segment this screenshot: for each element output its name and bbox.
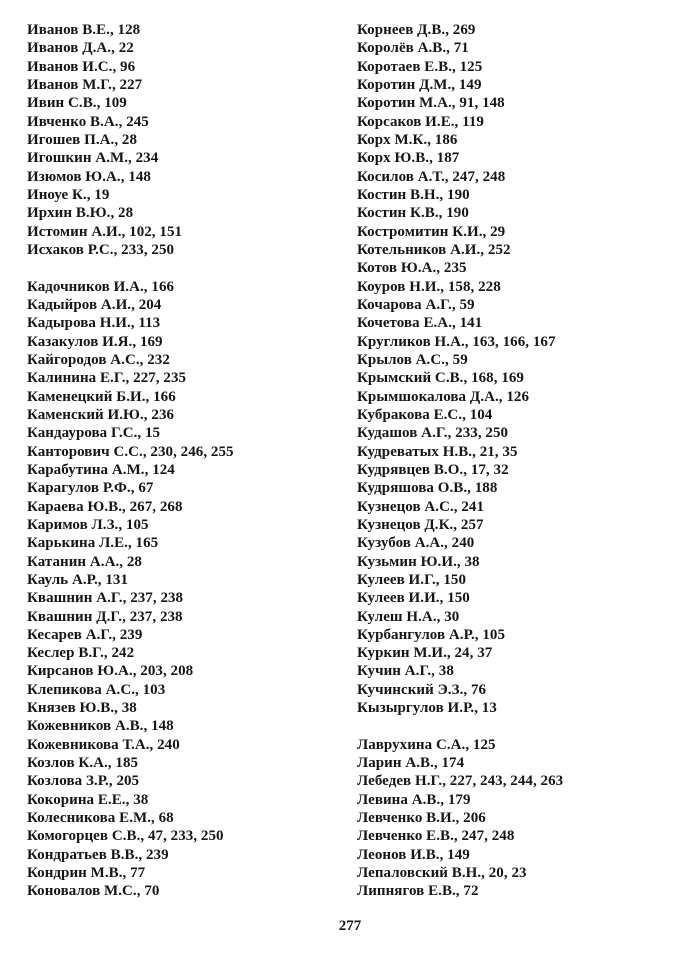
index-entry: Квашнин А.Г., 237, 238 [27, 590, 184, 607]
index-entry: Кожевников А.В., 148 [27, 718, 174, 735]
index-entry: Левченко В.И., 206 [357, 810, 486, 827]
index-entry: Кудряшова О.В., 188 [357, 480, 498, 497]
index-entry: Кудрявцев В.О., 17, 32 [357, 461, 509, 478]
index-entry: Костин К.В., 190 [357, 205, 469, 222]
index-entry: Кадыйров А.И., 204 [27, 296, 162, 313]
index-entry: Кругликов Н.А., 163, 166, 167 [357, 333, 556, 350]
index-entry: Коротин Д.М., 149 [357, 76, 482, 93]
index-entry: Кондратьев В.В., 239 [27, 846, 169, 863]
index-entry: Кесарев А.Г., 239 [27, 626, 143, 643]
index-entry: Кузубов А.А., 240 [357, 535, 475, 552]
index-entry: Изюмов Ю.А., 148 [27, 168, 151, 185]
index-entry: Катанин А.А., 28 [27, 553, 142, 570]
index-entry: Коротин М.А., 91, 148 [357, 95, 505, 112]
index-entry: Корх Ю.В., 187 [357, 150, 460, 167]
index-entry: Иванов И.С., 96 [27, 58, 136, 75]
index-entry: Колесникова Е.М., 68 [27, 810, 174, 827]
index-entry: Костин В.Н., 190 [357, 186, 470, 203]
index-entry: Лаврухина С.А., 125 [357, 736, 496, 753]
index-entry: Кадочников И.А., 166 [27, 278, 175, 295]
index-entry: Игошкин А.М., 234 [27, 150, 159, 167]
index-entry: Ивин С.В., 109 [27, 95, 127, 112]
index-entry: Ивченко В.А., 245 [27, 113, 149, 130]
index-entry: Каримов Л.З., 105 [27, 516, 149, 533]
index-entry: Канторович С.С., 230, 246, 255 [27, 443, 234, 460]
index-entry: Кондрин М.В., 77 [27, 865, 146, 882]
index-entry: Коротаев Е.В., 125 [357, 58, 483, 75]
index-entry: Корнеев Д.В., 269 [357, 22, 476, 38]
index-entry: Каменецкий Б.И., 166 [27, 388, 176, 405]
index-entry: Клепикова А.С., 103 [27, 681, 166, 698]
index-entry: Леонов И.В., 149 [357, 846, 470, 863]
index-entry: Козлов К.А., 185 [27, 755, 139, 772]
index-entry: Кубракова Е.С., 104 [357, 406, 493, 423]
index-column-left [27, 21, 234, 901]
index-entry: Левченко Е.В., 247, 248 [357, 828, 515, 845]
index-entry: Кулеш Н.А., 30 [357, 608, 460, 625]
index-entry: Кызыргулов И.Р., 13 [357, 700, 497, 717]
index-entry: Карабутина А.М., 124 [27, 461, 175, 478]
index-entry: Корх М.К., 186 [357, 131, 458, 148]
index-entry: Левина А.В., 179 [357, 791, 471, 808]
index-entry: Иванов М.Г., 227 [27, 76, 143, 93]
index-column-right [357, 21, 563, 901]
index-entry: Крылов А.С., 59 [357, 351, 468, 368]
index-entry: Иванов Д.А., 22 [27, 40, 134, 57]
index-entry: Липнягов Е.В., 72 [357, 883, 479, 900]
index-entry: Кулеев И.И., 150 [357, 590, 470, 607]
index-entry: Кучин А.Г., 38 [357, 663, 454, 680]
index-entry: Лебедев Н.Г., 227, 243, 244, 263 [357, 773, 564, 790]
index-entry: Ирхин В.Ю., 28 [27, 205, 134, 222]
index-entry: Коновалов М.С., 70 [27, 883, 160, 900]
index-entry: Королёв А.В., 71 [357, 40, 469, 57]
index-entry: Кадырова Н.И., 113 [27, 315, 161, 332]
page-number: 277 [338, 918, 362, 934]
index-entry: Кауль А.Р., 131 [27, 571, 129, 588]
index-entry: Козлова З.Р., 205 [27, 773, 140, 790]
index-entry: Игошев П.А., 28 [27, 131, 138, 148]
index-entry: Кудреватых Н.В., 21, 35 [357, 443, 518, 460]
index-entry: Иванов В.Е., 128 [27, 22, 141, 38]
index-entry: Исхаков Р.С., 233, 250 [27, 241, 175, 258]
index-entry: Кузнецов А.С., 241 [357, 498, 485, 515]
index-entry: Кузьмин Ю.И., 38 [357, 553, 480, 570]
index-entry: Кудашов А.Г., 233, 250 [357, 425, 509, 442]
index-entry: Казакулов И.Я., 169 [27, 333, 163, 350]
index-entry: Лепаловский В.Н., 20, 23 [357, 865, 527, 882]
index-entry: Коуров Н.И., 158, 228 [357, 278, 501, 295]
index-entry: Кожевникова Т.А., 240 [27, 736, 180, 753]
index-entry: Кокорина Е.Е., 38 [27, 791, 149, 808]
index-entry: Кирсанов Ю.А., 203, 208 [27, 663, 194, 680]
index-entry: Кеслер В.Г., 242 [27, 645, 135, 662]
index-entry: Кайгородов А.С., 232 [27, 351, 170, 368]
index-entry: Кочарова А.Г., 59 [357, 296, 475, 313]
index-entry: Кузнецов Д.К., 257 [357, 516, 484, 533]
index-entry: Караева Ю.В., 267, 268 [27, 498, 183, 515]
index-entry: Корсаков И.Е., 119 [357, 113, 484, 130]
index-entry: Каменский И.Ю., 236 [27, 406, 175, 423]
index-entry: Калинина Е.Г., 227, 235 [27, 370, 187, 387]
index-entry: Истомин А.И., 102, 151 [27, 223, 183, 240]
index-entry: Ларин А.В., 174 [357, 755, 465, 772]
index-entry: Князев Ю.В., 38 [27, 700, 137, 717]
index-entry: Иноуе К., 19 [27, 186, 110, 203]
index-entry: Кочетова Е.А., 141 [357, 315, 483, 332]
index-entry: Костромитин К.И., 29 [357, 223, 506, 240]
index-spacer [357, 717, 563, 735]
index-entry: Карькина Л.Е., 165 [27, 535, 159, 552]
index-entry: Карагулов Р.Ф., 67 [27, 480, 154, 497]
index-entry: Курбангулов А.Р., 105 [357, 626, 505, 643]
index-entry: Котов Ю.А., 235 [357, 260, 467, 277]
index-entry: Косилов А.Т., 247, 248 [357, 168, 506, 185]
index-entry: Крымский С.В., 168, 169 [357, 370, 524, 387]
index-entry: Квашнин Д.Г., 237, 238 [27, 608, 183, 625]
index-spacer [27, 259, 234, 277]
index-entry: Кулеев И.Г., 150 [357, 571, 467, 588]
index-entry: Кучинский Э.З., 76 [357, 681, 487, 698]
index-entry: Комогорцев С.В., 47, 233, 250 [27, 828, 224, 845]
index-entry: Куркин М.И., 24, 37 [357, 645, 493, 662]
index-entry: Крымшокалова Д.А., 126 [357, 388, 530, 405]
index-entry: Кандаурова Г.С., 15 [27, 425, 161, 442]
index-entry: Котельников А.И., 252 [357, 241, 511, 258]
